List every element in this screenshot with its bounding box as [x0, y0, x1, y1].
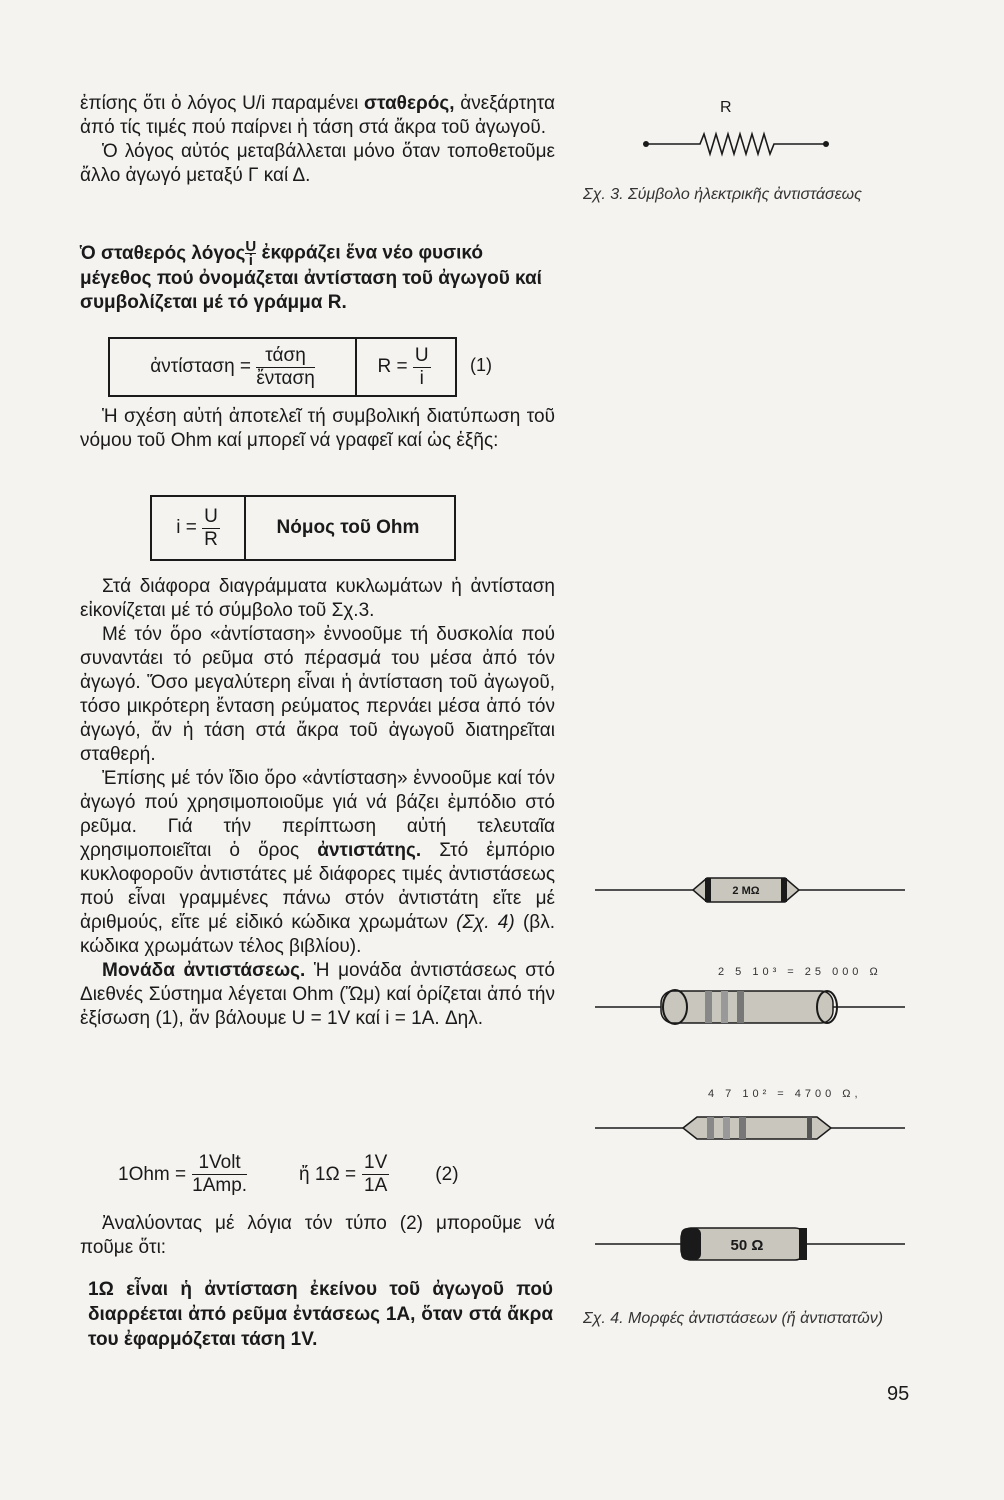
formula-1-box: ἀντίσταση = $\frac{\text{τάση}}{\text{ἔνταση}}$ — [108, 337, 357, 397]
ohm-law-paragraph: Ἡ σχέση αὐτή ἀποτελεῖ τή συμβολική διατύπωση τοῦ νόμου τοῦ Ohm καί μπορεῖ νά γραφεῖ καί ὡς ἑξῆς: — [80, 406, 555, 451]
resistor-25k-icon — [595, 983, 905, 1033]
unit-heading: Μονάδα ἀντιστάσεως. — [102, 960, 306, 981]
ohm-definition: 1Ω εἶναι ἡ ἀντίσταση ἐκείνου τοῦ ἀγωγοῦ πού διαρρέεται ἀπό ρεῦμα ἐντάσεως 1A, ὅταν στά ἄκρα του ἐφαρμόζεται τάση 1V. — [88, 1279, 553, 1350]
body-paragraph-1: Στά διάφορα διαγράμματα κυκλωμάτων ἡ ἀντίσταση εἰκονίζεται μέ τό σύμβολο τοῦ Σχ.3. — [80, 576, 555, 621]
intro-text — [80, 92, 555, 188]
body-paragraph-3: Ἐπίσης μέ τόν ἴδιο ὅρο «ἀντίσταση» ἐννοοῦμε καί τόν ἀγωγό πού χρησιμοποιοῦμε γιά νά βάζει ἐμπόδιο στό ρεῦμα. Γιά τήν περίπτωση αὐτή τελευταῖα χρησιμοποιεῖται ὁ ὅρος ἀντιστάτης. Στό ἐμπόριο κυκλοφοροῦν ἀντιστάτες μέ διάφορες τιμές ἀντιστάσεως πού εἶναι γραμμένες πάνω στόν ἀντιστάτη εἴτε μέ ἀριθμούς, εἴτε μέ εἰδικό κώδικα χρωμάτων (Σχ. 4) (βλ. κώδικα χρωμάτων τέλος βιβλίου). — [80, 768, 555, 957]
resistor-4700-code: 4 7 10² = 4700 Ω, — [708, 1088, 862, 1100]
ratio-fraction: $\frac{U}{i}$ — [245, 238, 257, 269]
resistor-25k-code: 2 5 10³ = 25 000 Ω — [718, 966, 882, 978]
fig4-caption: Σχ. 4. Μορφές ἀντιστάσεων (ἤ ἀντιστατῶν) — [583, 1310, 884, 1327]
resistor-4700-icon — [595, 1110, 905, 1150]
page-number: 95 — [887, 1383, 910, 1405]
resistor-2m-icon — [595, 872, 905, 912]
body-text — [80, 575, 555, 1031]
intro-paragraph-2: Ὁ λόγος αὐτός μεταβάλλεται μόνο ὅταν τοποθετοῦμε ἄλλο ἀγωγό μεταξύ Γ καί Δ. — [80, 141, 555, 186]
body-paragraph-4: Μονάδα ἀντιστάσεως. Ἡ μονάδα ἀντιστάσεως στό Διεθνές Σύστημα λέγεται Ohm (Ὤμ) καί ὁρίζεται ἀπό τήν ἐξίσωση (1), ἄν βάλουμε U = 1V καί i = 1A. Δηλ. — [80, 960, 555, 1029]
definition-resistance: Ὁ σταθερός λόγος $\frac{U}{i}$ ἐκφράζει ἕνα νέο φυσικό μέγεθος πού ὀνομάζεται ἀντίσταση τοῦ ἀγωγοῦ καί συμβολίζεται μέ τό γράμμα R. — [80, 238, 542, 313]
resistor-50-label: 50 Ω — [730, 1237, 764, 1254]
analyze-paragraph: Ἀναλύοντας μέ λόγια τόν τύπο (2) μποροῦμε νά ποῦμε ὅτι: — [80, 1213, 555, 1258]
bold-term-constant: σταθερός, — [364, 93, 455, 114]
ohm-formula-box: i = $\frac{U}{R}$ — [150, 495, 246, 561]
formula-2: 1Ohm = $\frac{\text{1Volt}}{\text{1Amp.}}$ ἤ 1Ω = $\frac{1V}{1A}$ (2) — [118, 1152, 459, 1196]
resistor-50-icon — [595, 1222, 905, 1266]
fig3-caption: Σχ. 3. Σύμβολο ἠλεκτρικῆς ἀντιστάσεως — [583, 186, 862, 203]
resistor-symbol-icon — [640, 128, 840, 158]
body-paragraph-2: Μέ τόν ὅρο «ἀντίσταση» ἐννοοῦμε τή δυσκολία πού συναντάει τό ρεῦμα στό πέρασμά του μέσα ἀπό τόν ἀγωγό. Ὅσο μεγαλύτερη εἶναι ἡ ἀντίσταση τοῦ ἀγωγοῦ, τόσο μικρότερη ἔνταση ρεύματος περνάει μέσα ἀπό τόν ἀγωγό, ἄν ἡ τάση στά ἄκρα τοῦ ἀγωγοῦ διατηρεῖται σταθερή. — [80, 624, 555, 765]
formula-1-fraction: $\frac{\text{τάση}}{\text{ἔνταση}}$ — [256, 344, 315, 389]
formula-1-label: (1) — [470, 355, 492, 375]
resistor-2m-label: 2 MΩ — [732, 885, 760, 897]
formula-1-r-box: R = $\frac{U}{i}$ — [353, 337, 457, 397]
fig3-label: R — [720, 99, 732, 116]
intro-paragraph-1: ἐπίσης ὅτι ὁ λόγος U/i παραμένει σταθερός, ἀνεξάρτητα ἀπό τίς τιμές πού παίρνει ἡ τάση στά ἄκρα τοῦ ἀγωγοῦ. — [80, 93, 555, 138]
ohm-law-name-box: Νόμος τοῦ Ohm — [242, 495, 456, 561]
